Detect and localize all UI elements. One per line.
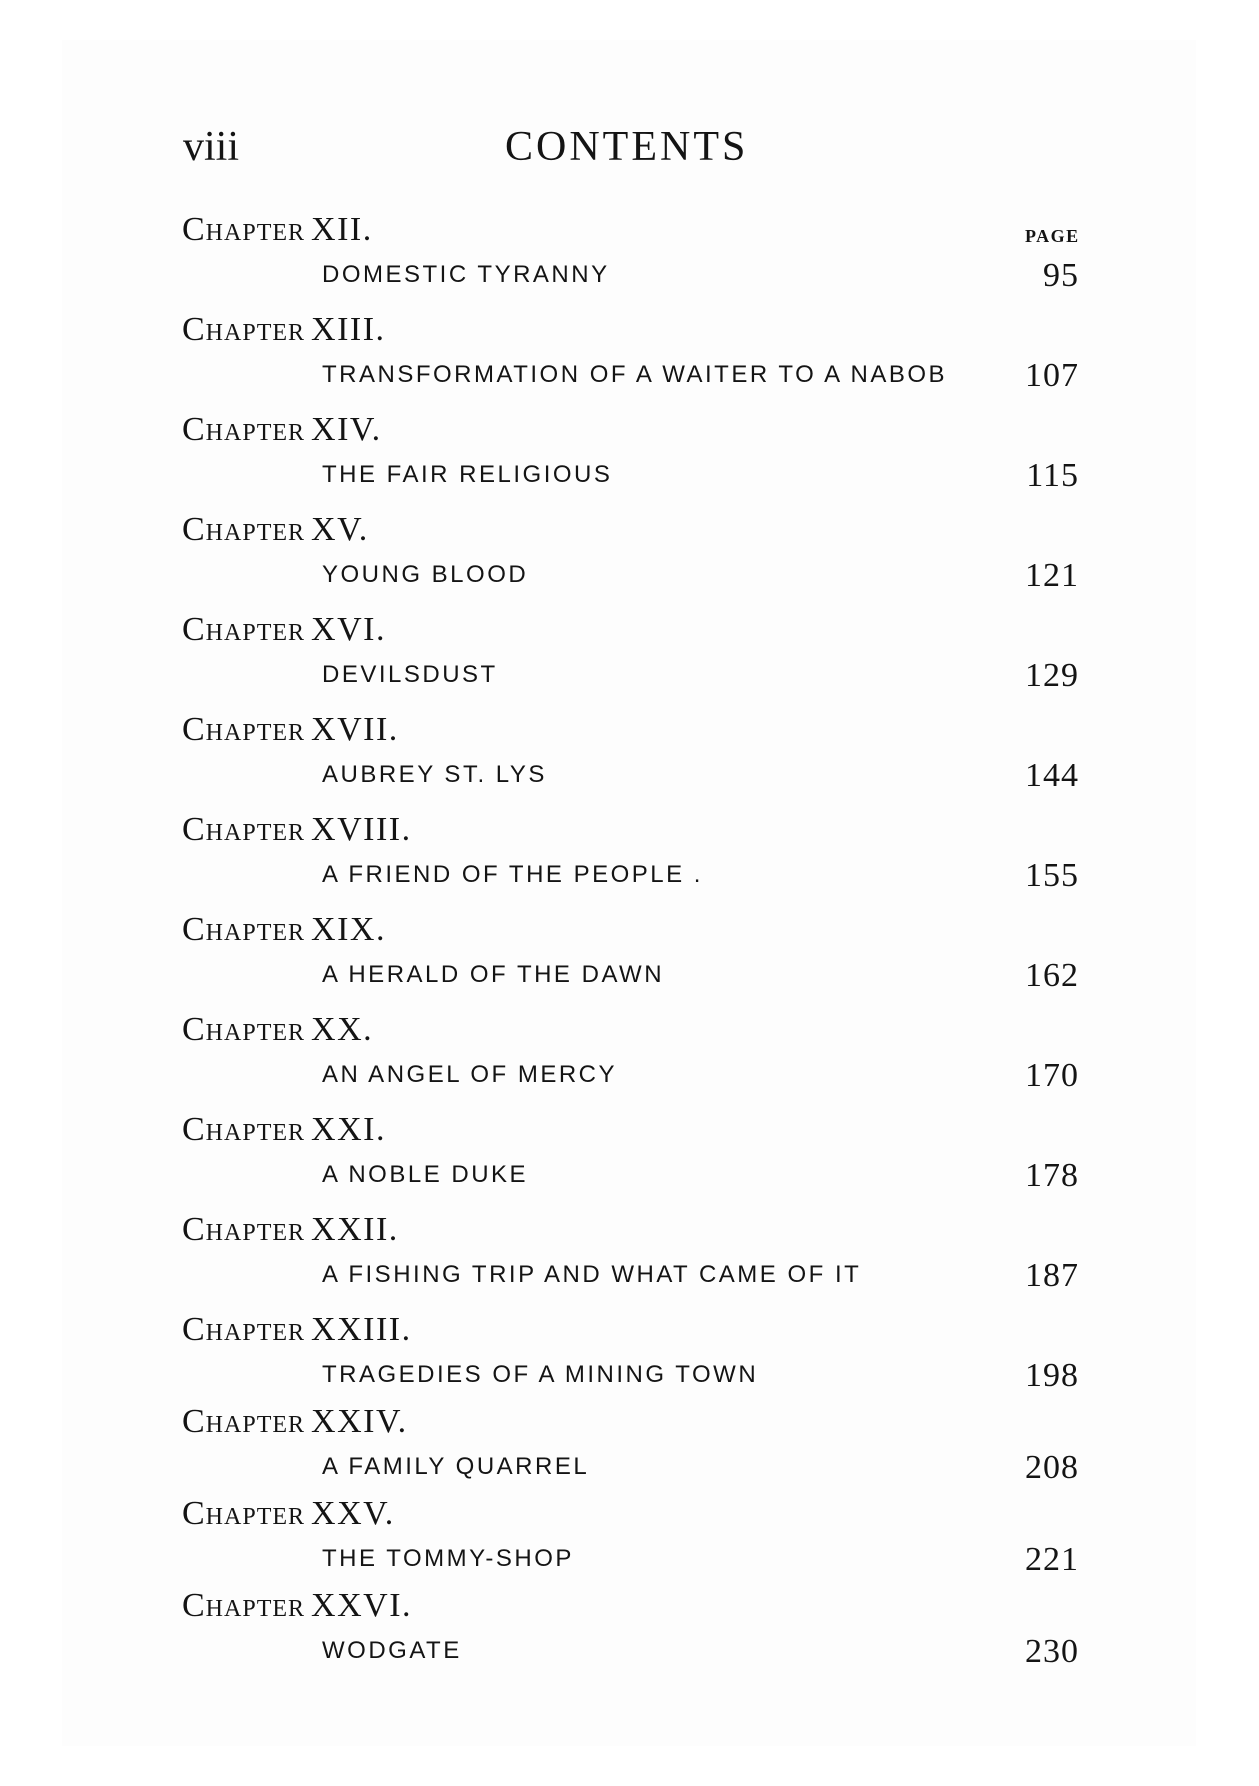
chapter-label: Chapter <box>182 1211 306 1248</box>
chapter-title: A FISHING TRIP AND WHAT CAME OF IT <box>322 1261 862 1288</box>
chapter-label: Chapter <box>182 811 306 848</box>
chapter-page-number: 115 <box>1026 457 1079 494</box>
chapter-heading <box>182 708 399 752</box>
chapter-heading <box>182 408 382 452</box>
chapter-title: DOMESTIC TYRANNY <box>322 261 610 288</box>
chapter-page-number: 198 <box>1025 1357 1079 1394</box>
toc-entry <box>0 808 1259 908</box>
chapter-page-number: 208 <box>1025 1449 1079 1486</box>
toc-entry <box>0 908 1259 1008</box>
chapter-number: XVII. <box>311 711 399 748</box>
chapter-label: Chapter <box>182 911 306 948</box>
chapter-number: XVI. <box>311 611 386 648</box>
chapter-heading <box>182 308 386 352</box>
toc-entry <box>0 708 1259 808</box>
page-header <box>0 122 1259 172</box>
chapter-number: XXIII. <box>311 1311 412 1348</box>
chapter-heading <box>182 1308 412 1352</box>
chapter-heading <box>182 808 412 852</box>
chapter-label: Chapter <box>182 1111 306 1148</box>
chapter-number: XXVI. <box>311 1587 413 1624</box>
chapter-heading <box>182 1208 399 1252</box>
chapter-page-number: 155 <box>1025 857 1079 894</box>
chapter-number: XVIII. <box>311 811 412 848</box>
chapter-title: THE TOMMY-SHOP <box>322 1545 574 1572</box>
chapter-label: Chapter <box>182 1495 306 1532</box>
chapter-label: Chapter <box>182 1587 306 1624</box>
chapter-heading <box>182 208 373 252</box>
toc-entry <box>0 1492 1259 1584</box>
chapter-label: Chapter <box>182 711 306 748</box>
chapter-page-number: 95 <box>1043 257 1079 294</box>
chapter-heading <box>182 608 386 652</box>
chapter-label: Chapter <box>182 1011 306 1048</box>
toc-entry <box>0 1008 1259 1108</box>
chapter-title: AN ANGEL OF MERCY <box>322 1061 617 1088</box>
chapter-title: A NOBLE DUKE <box>322 1161 529 1188</box>
toc-entry <box>0 508 1259 608</box>
chapter-page-number: 170 <box>1025 1057 1079 1094</box>
page-column-label: PAGE <box>1025 226 1080 246</box>
toc-entry <box>0 1584 1259 1670</box>
chapter-title: YOUNG BLOOD <box>322 561 529 588</box>
chapter-heading <box>182 1400 408 1444</box>
chapter-number: XX. <box>311 1011 374 1048</box>
chapter-number: XII. <box>311 211 373 248</box>
toc-entry <box>0 608 1259 708</box>
chapter-title: WODGATE <box>322 1637 462 1664</box>
chapter-number: XIX. <box>311 911 386 948</box>
chapter-heading <box>182 1108 386 1152</box>
chapter-label: Chapter <box>182 411 306 448</box>
page-title: CONTENTS <box>505 124 749 170</box>
chapter-number: XIII. <box>311 311 386 348</box>
chapter-heading <box>182 1008 373 1052</box>
chapter-title: AUBREY ST. LYS <box>322 761 547 788</box>
chapter-label: Chapter <box>182 1403 306 1440</box>
chapter-heading <box>182 1584 412 1628</box>
chapter-page-number: 144 <box>1025 757 1079 794</box>
chapter-number: XXIV. <box>311 1403 408 1440</box>
chapter-label: Chapter <box>182 1311 306 1348</box>
chapter-number: XIV. <box>311 411 382 448</box>
toc-entry <box>0 1400 1259 1492</box>
chapter-page-number: 162 <box>1025 957 1079 994</box>
chapter-number: XXV. <box>311 1495 395 1532</box>
toc-entry <box>0 308 1259 408</box>
chapter-label: Chapter <box>182 211 306 248</box>
chapter-page-number: 221 <box>1025 1541 1079 1578</box>
chapter-page-number: 230 <box>1025 1633 1079 1670</box>
chapter-page-number: 121 <box>1025 557 1079 594</box>
chapter-label: Chapter <box>182 311 306 348</box>
chapter-title: THE FAIR RELIGIOUS <box>322 461 613 488</box>
chapter-title: A FRIEND OF THE PEOPLE . <box>322 861 703 888</box>
toc-entry <box>0 408 1259 508</box>
chapter-number: XV. <box>311 511 369 548</box>
chapter-page-number: 178 <box>1025 1157 1079 1194</box>
toc-entry <box>0 208 1259 308</box>
chapter-page-number: 107 <box>1025 357 1079 394</box>
toc-entry <box>0 1108 1259 1208</box>
chapter-title: TRAGEDIES OF A MINING TOWN <box>322 1361 759 1388</box>
chapter-heading <box>182 508 369 552</box>
chapter-title: TRANSFORMATION OF A WAITER TO A NABOB <box>322 361 948 388</box>
chapter-title: A FAMILY QUARREL <box>322 1453 590 1480</box>
chapter-heading <box>182 908 386 952</box>
chapter-number: XXII. <box>311 1211 399 1248</box>
chapter-number: XXI. <box>311 1111 386 1148</box>
chapter-page-number: 129 <box>1025 657 1079 694</box>
toc-entry <box>0 1208 1259 1308</box>
table-of-contents <box>0 208 1259 1670</box>
chapter-label: Chapter <box>182 611 306 648</box>
chapter-heading <box>182 1492 395 1536</box>
toc-entry <box>0 1308 1259 1400</box>
chapter-title: A HERALD OF THE DAWN <box>322 961 665 988</box>
chapter-title: DEVILSDUST <box>322 661 498 688</box>
chapter-label: Chapter <box>182 511 306 548</box>
chapter-page-number: 187 <box>1025 1257 1079 1294</box>
page-number: viii <box>183 124 240 170</box>
